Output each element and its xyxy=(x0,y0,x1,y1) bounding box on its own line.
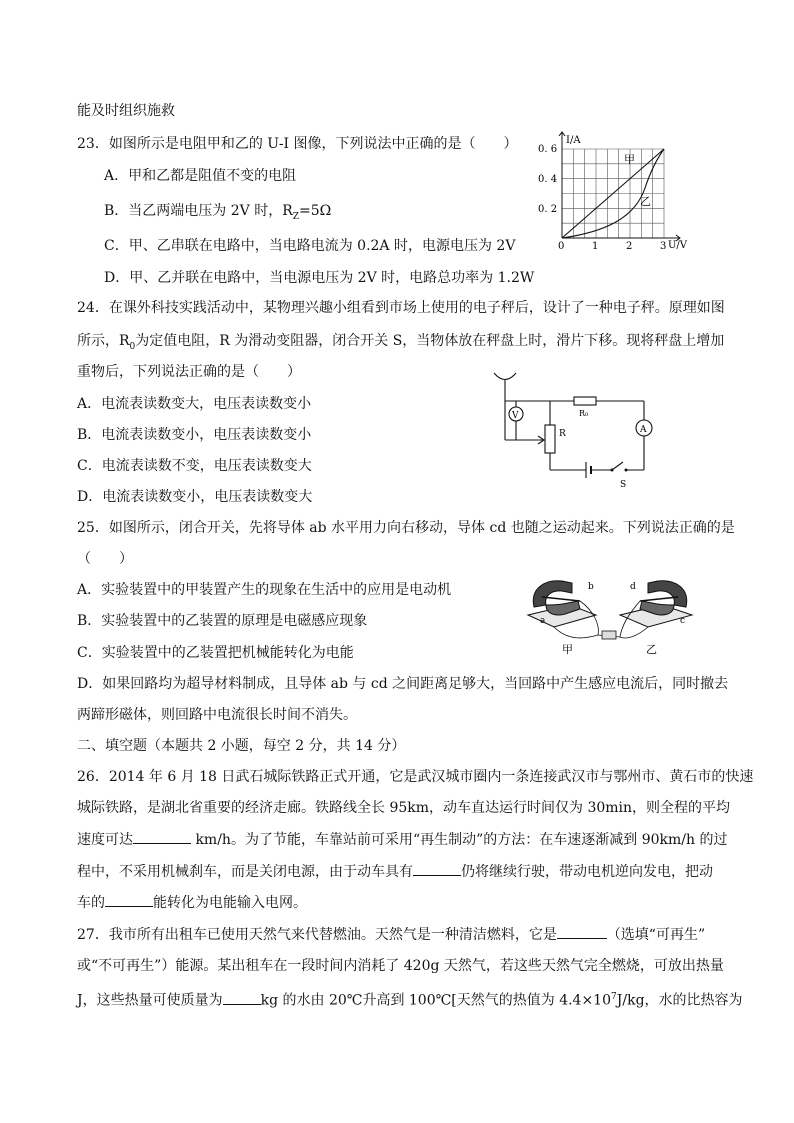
question-26-line5 xyxy=(77,892,307,913)
ammeter-label: A xyxy=(640,425,647,435)
answer-blank[interactable] xyxy=(557,924,607,939)
q23-b-pre: B．当乙两端电压为 2V 时，R xyxy=(104,203,293,219)
question-24-line3: 重物后，下列说法正确的是（ ） xyxy=(77,364,301,380)
question-26-line2: 城际铁路，是湖北省重要的经济走廊。铁路线全长 95km，动车直达运行时间仅为 30min，则全程的平均 xyxy=(77,800,731,816)
q26-l5-b: 能转化为电能输入电网。 xyxy=(153,895,307,911)
text-line: 能及时组织施救 xyxy=(77,103,175,119)
ui-graph xyxy=(530,128,700,250)
x-tick-label: 1 xyxy=(592,241,599,250)
q26-l4-b: 仍将继续行驶，带动电机逆向发电，把动 xyxy=(461,864,713,880)
q23-b-post: =5Ω xyxy=(299,203,332,219)
q27-l3-sup: 7 xyxy=(611,992,617,1002)
answer-blank[interactable] xyxy=(133,829,191,844)
scale-pan xyxy=(494,373,516,380)
left-setup xyxy=(528,581,596,627)
q27-l3-c: J/kg，水的比热容为 xyxy=(616,992,743,1009)
graph-grid xyxy=(562,134,664,238)
q26-l3-b: km/h。为了节能，车靠站前可采用“再生制动”的方法：在车速逐渐减到 90km/h 的过 xyxy=(191,832,728,848)
question-27-line2: 或“不可再生”）能源。某出租车在一段时间内消耗了 420g 天然气，若这些天然气完全燃烧，可放出热量 xyxy=(77,958,724,974)
question-25-line1: 25．如图所示，闭合开关，先将导体 ab 水平用力向右移动，导体 cd 也随之运动起来。下列说法正确的是 xyxy=(77,520,735,536)
q24-l2-sub: 0 xyxy=(129,341,136,352)
x-tick-label: 3 xyxy=(660,241,667,250)
q23-option-a: A．甲和乙都是阻值不变的电阻 xyxy=(104,168,297,184)
q26-l4-a: 程中，不采用机械刹车，而是关闭电源，由于动车具有 xyxy=(77,864,413,880)
y-axis-label: I/A xyxy=(566,135,581,146)
x-axis-label: U/V xyxy=(668,240,688,250)
question-26-line3 xyxy=(77,829,727,850)
apparatus-figure xyxy=(524,575,696,657)
switch-label: S xyxy=(620,480,627,490)
label-yi: 乙 xyxy=(646,643,657,656)
q23-b-sub: Z xyxy=(292,211,300,222)
switch xyxy=(612,462,623,470)
label-jia: 甲 xyxy=(562,643,573,656)
curve-label-jia: 甲 xyxy=(624,153,635,166)
section-2-heading: 二、填空题（本题共 2 小题，每空 2 分，共 14 分） xyxy=(77,738,406,754)
q27-l1-a: 27．我市所有出租车已使用天然气来代替燃油。天然气是一种清洁燃料，它是 xyxy=(77,927,557,943)
q27-l3-a: J，这些热量可使质量为 xyxy=(77,992,223,1009)
q23-option-d: D．甲、乙并联在电路中，当电源电压为 2V 时，电路总功率为 1.2W xyxy=(104,270,535,286)
q24-option-a: A．电流表读数变大，电压表读数变小 xyxy=(77,396,312,412)
answer-blank[interactable] xyxy=(105,892,153,907)
y-tick-label: 0. 6 xyxy=(538,144,558,155)
x-tick-label: 2 xyxy=(626,241,633,250)
q26-l3-a: 速度可达 xyxy=(77,832,133,848)
question-23-stem: 23．如图所示是电阻甲和乙的 U-I 图像，下列说法中正确的是（ ） xyxy=(77,136,518,152)
label-d: d xyxy=(630,582,636,592)
q24-l2-pre: 所示，R xyxy=(77,333,130,349)
rheostat xyxy=(545,425,555,453)
switch-contact xyxy=(611,469,614,472)
q24-option-b: B．电流表读数变小，电压表读数变小 xyxy=(77,427,312,443)
q27-l3-b: kg 的水由 20℃升高到 100℃[天然气的热值为 4.4×10 xyxy=(260,992,612,1009)
curve-label-yi: 乙 xyxy=(640,195,651,208)
r0-label: R₀ xyxy=(579,409,589,418)
answer-blank[interactable] xyxy=(413,861,461,876)
q25-option-d-line2: 两蹄形磁体，则回路中电流很长时间不消失。 xyxy=(77,707,357,723)
q24-option-c: C．电流表读数不变，电压表读数变大 xyxy=(77,458,312,474)
q24-option-d: D．电流表读数变小，电压表读数变大 xyxy=(77,489,313,505)
voltmeter-label: V xyxy=(512,411,519,421)
label-c: c xyxy=(680,616,686,626)
q27-l1-b: （选填“可再生” xyxy=(606,927,706,943)
label-b: b xyxy=(588,582,594,592)
q25-option-d-line1: D．如果回路均为超导材料制成，且导体 ab 与 cd 之间距离足够大，当回路中产生感应电流后，同时撤去 xyxy=(77,676,729,692)
fixed-resistor xyxy=(574,397,596,405)
label-a: a xyxy=(540,616,546,626)
rheostat-label: R xyxy=(559,429,566,439)
question-24-line1: 24．在课外科技实践活动中，某物理兴趣小组看到市场上使用的电子秤后，设计了一种电子秤。原理如图 xyxy=(77,300,725,316)
question-24-line2 xyxy=(77,331,724,357)
question-27-line1 xyxy=(77,924,705,945)
y-tick-label: 0. 2 xyxy=(538,204,558,215)
y-tick-label: 0. 4 xyxy=(538,174,558,185)
q26-l5-a: 车的 xyxy=(77,895,105,911)
q25-option-a: A．实验装置中的甲装置产生的现象在生活中的应用是电动机 xyxy=(77,582,452,598)
switch-contact xyxy=(625,469,628,472)
q23-option-c: C．甲、乙串联在电路中，当电路电流为 0.2A 时，电源电压为 2V xyxy=(104,238,516,254)
question-25-line2: （ ） xyxy=(77,551,133,567)
circuit-diagram xyxy=(492,370,664,492)
question-27-line3 xyxy=(77,987,743,1011)
q24-l2-post: 为定值电阻，R 为滑动变阻器，闭合开关 S，当物体放在秤盘上时，滑片下移。现将秤盘上增加 xyxy=(135,333,725,349)
answer-blank[interactable] xyxy=(223,990,261,1005)
q25-option-c: C．实验装置中的乙装置把机械能转化为电能 xyxy=(77,645,354,661)
question-26-line4 xyxy=(77,861,713,882)
question-26-line1: 26．2014 年 6 月 18 日武石城际铁路正式开通，它是武汉城市圈内一条连接武汉市与鄂州市、黄石市的快速 xyxy=(77,769,754,785)
q23-option-b xyxy=(104,201,331,227)
q25-option-b: B．实验装置中的乙装置的原理是电磁感应现象 xyxy=(77,613,368,629)
x-tick-label: 0 xyxy=(558,241,565,250)
